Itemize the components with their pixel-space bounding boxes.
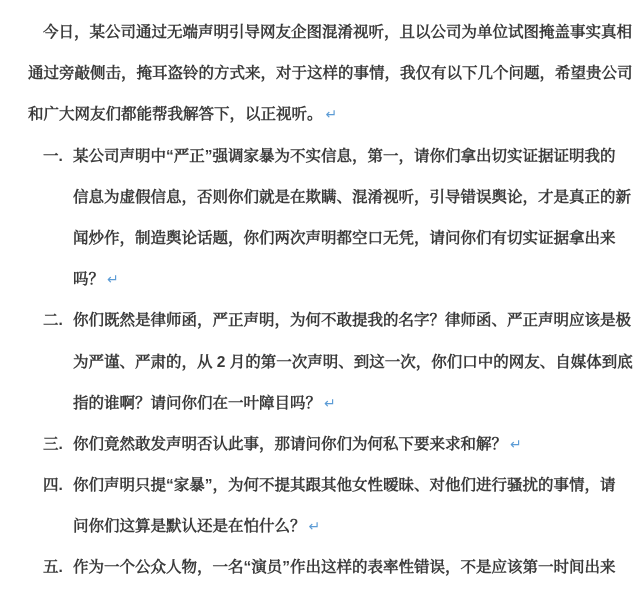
text-line: 你们声明只提“家暴”，为何不提其跟其他女性暧昧、对他们进行骚扰的事情，请 xyxy=(73,477,616,495)
text-line xyxy=(73,259,634,300)
paragraph-mark-icon: ↵ xyxy=(324,394,336,411)
list-item-content xyxy=(73,424,634,465)
text-line: 作为一个公众人物，一名“演员”作出这样的表率性错误，不是应该第一时间出来 xyxy=(73,559,616,577)
text-line xyxy=(73,383,634,424)
list-item-number: 二. xyxy=(43,312,63,330)
text-line xyxy=(73,424,634,465)
text-line-content: 问你们这算是默认还是在怕什么？ xyxy=(73,518,306,536)
text-line-content: 指的谁啊？请问你们在一叶障目吗？ xyxy=(73,394,322,412)
paragraph-mark-icon: ↵ xyxy=(325,106,338,123)
list-item-content xyxy=(73,300,634,424)
list-item-3 xyxy=(28,424,634,465)
text-line xyxy=(28,94,634,135)
list-item-content xyxy=(73,136,634,301)
list-item-1 xyxy=(28,136,634,301)
text-line-content: 吗？ xyxy=(73,271,105,289)
text-line: 某公司声明中“严正”强调家暴为不实信息，第一，请你们拿出切实证据证明我的 xyxy=(73,147,616,165)
list-item-number: 三. xyxy=(43,435,63,453)
list-item-2 xyxy=(28,300,634,424)
paragraph-mark-icon: ↵ xyxy=(308,518,321,535)
paragraph-mark-icon: ↵ xyxy=(107,271,119,288)
text-line: 通过旁敲侧击，掩耳盗铃的方式来，对于这样的事情，我仅有以下几个问题，希望贵公司 xyxy=(28,65,633,83)
text-line: 你们既然是律师函，严正声明，为何不敢提我的名字？律师函、严正声明应该是极 xyxy=(73,312,632,330)
list-item-content xyxy=(73,465,634,547)
text-line-content: 和广大网友们都能帮我解答下，以正视听。 xyxy=(28,106,323,124)
intro-paragraph xyxy=(28,12,634,136)
text-line-content: 你们竟然敢发声明否认此事，那请问你们为何私下要来求和解？ xyxy=(73,435,508,453)
paragraph-mark-icon: ↵ xyxy=(510,435,522,452)
list-item-number: 一. xyxy=(43,147,63,165)
text-line: 为严谨、严肃的，从 2 月的第一次声明、到这一次，你们口中的网友、自媒体到底 xyxy=(73,353,633,371)
list-item-4 xyxy=(28,465,634,547)
list-item-number: 四. xyxy=(43,477,63,495)
text-line: 今日，某公司通过无端声明引导网友企图混淆视听，且以公司为单位试图掩盖事实真相 xyxy=(43,24,633,41)
list-item-number: 五. xyxy=(43,559,63,577)
list-item-5 xyxy=(28,547,634,588)
text-line: 信息为虚假信息，否则你们就是在欺瞒、混淆视听，引导错误舆论，才是真正的新 xyxy=(73,188,632,206)
text-line: 闻炒作，制造舆论话题，你们两次声明都空口无凭，请问你们有切实证据拿出来 xyxy=(73,229,616,247)
text-line xyxy=(73,506,634,547)
list-item-content xyxy=(73,547,634,588)
